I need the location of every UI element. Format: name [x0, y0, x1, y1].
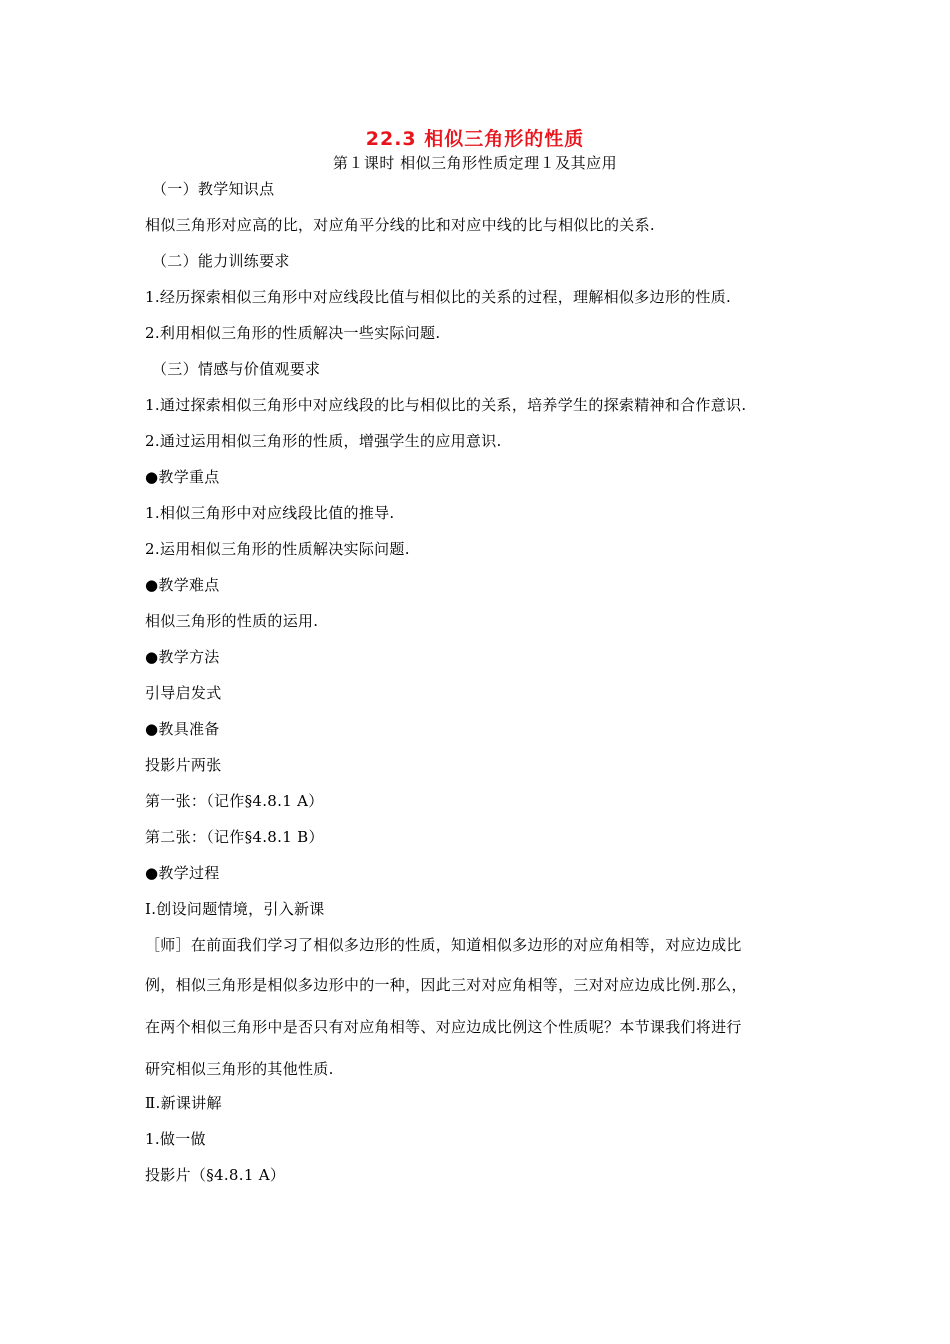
subsection-heading: Ⅰ.创设问题情境，引入新课	[145, 900, 325, 918]
paragraph-line: ［师］在前面我们学习了相似多边形的性质，知道相似多边形的对应角相等，对应边成比	[145, 936, 742, 954]
section-heading-key-points: ●教学重点	[145, 468, 220, 486]
section-heading-ability: （二）能力训练要求	[152, 252, 290, 270]
list-item: 1.通过探索相似三角形中对应线段的比与相似比的关系，培养学生的探索精神和合作意识.	[145, 396, 747, 414]
section-heading-values: （三）情感与价值观要求	[152, 360, 321, 378]
document-subtitle: 第１课时 相似三角形性质定理１及其应用	[332, 154, 618, 172]
list-item: 1.做一做	[145, 1130, 206, 1148]
subsection-heading: Ⅱ.新课讲解	[145, 1094, 222, 1112]
paragraph-line: 在两个相似三角形中是否只有对应角相等、对应边成比例这个性质呢？本节课我们将进行	[145, 1018, 742, 1036]
paragraph: 引导启发式	[145, 684, 222, 702]
document-title: 22.3 相似三角形的性质	[365, 128, 585, 150]
list-item: 2.利用相似三角形的性质解决一些实际问题.	[145, 324, 441, 342]
section-heading-materials: ●教具准备	[145, 720, 220, 738]
paragraph: 第一张：（记作§4.8.1 A）	[145, 792, 324, 810]
section-heading-knowledge: （一）教学知识点	[152, 180, 275, 198]
list-item: 2.运用相似三角形的性质解决实际问题.	[145, 540, 410, 558]
list-item: 1.相似三角形中对应线段比值的推导.	[145, 504, 395, 522]
section-heading-process: ●教学过程	[145, 864, 220, 882]
section-heading-difficulties: ●教学难点	[145, 576, 220, 594]
paragraph-line: 例，相似三角形是相似多边形中的一种，因此三对对应角相等，三对对应边成比例.那么，	[145, 976, 747, 994]
list-item: 1.经历探索相似三角形中对应线段比值与相似比的关系的过程，理解相似多边形的性质.	[145, 288, 732, 306]
list-item: 2.通过运用相似三角形的性质，增强学生的应用意识.	[145, 432, 502, 450]
paragraph: 投影片（§4.8.1 A）	[145, 1166, 286, 1184]
paragraph: 相似三角形对应高的比，对应角平分线的比和对应中线的比与相似比的关系.	[145, 216, 655, 234]
paragraph: 投影片两张	[145, 756, 222, 774]
paragraph: 第二张：（记作§4.8.1 B）	[145, 828, 324, 846]
paragraph: 相似三角形的性质的运用.	[145, 612, 319, 630]
paragraph-line: 研究相似三角形的其他性质.	[145, 1060, 334, 1078]
section-heading-methods: ●教学方法	[145, 648, 220, 666]
